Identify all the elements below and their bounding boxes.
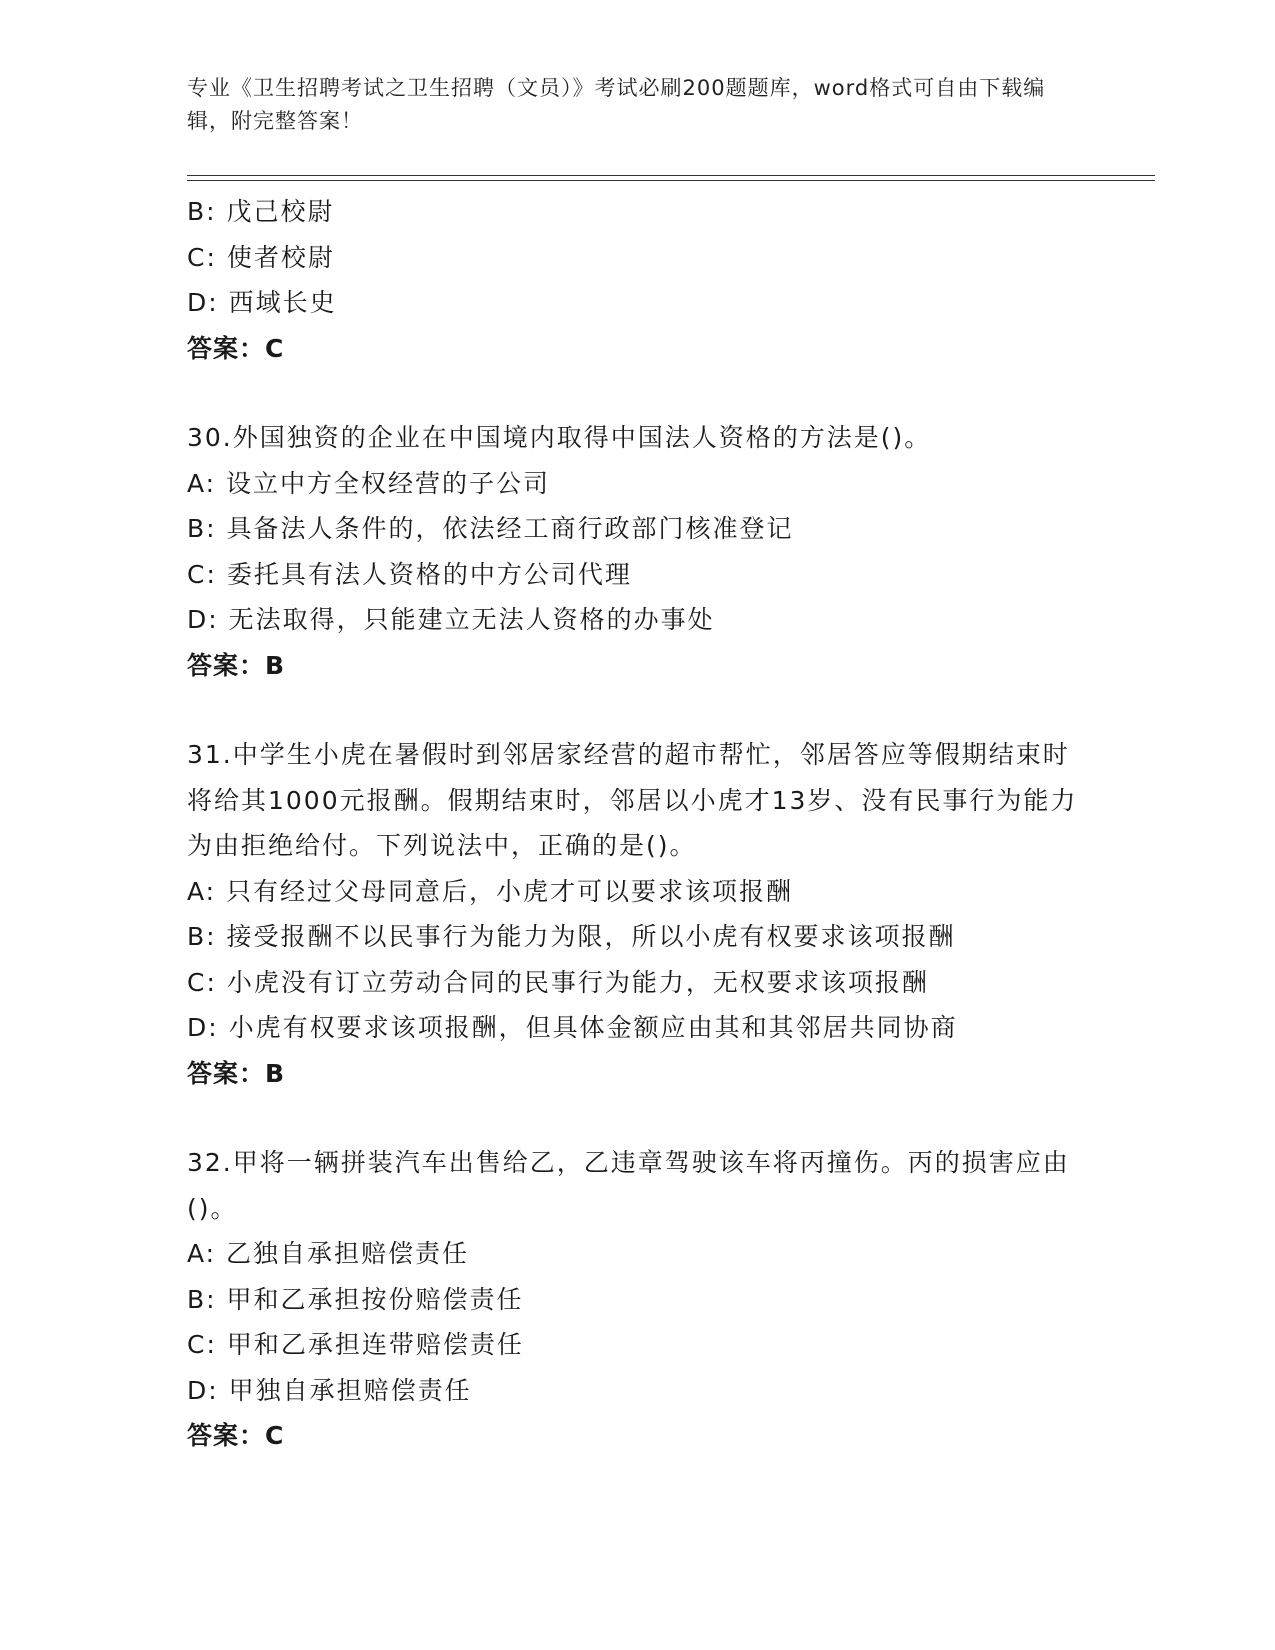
option-line: C: 委托具有法人资格的中方公司代理 xyxy=(187,559,632,589)
question-stem: 30.外国独资的企业在中国境内取得中国法人资格的方法是()。 xyxy=(187,423,932,452)
option-line: A: 只有经过父母同意后，小虎才可以要求该项报酬 xyxy=(187,876,794,906)
option-line: D: 无法取得，只能建立无法人资格的办事处 xyxy=(187,605,715,634)
answer-line: 答案：B xyxy=(187,650,286,680)
option-line: D: 甲独自承担赔偿责任 xyxy=(187,1375,472,1405)
question-stem: 31.中学生小虎在暑假时到邻居家经营的超市帮忙，邻居答应等假期结束时将给其1000元报酬。假期结束时，邻居以小虎才13岁、没有民事行为能力为由拒绝给付。下列说法中，正确的是()。 xyxy=(187,740,1078,860)
option-line: B: 戊己校尉 xyxy=(187,197,335,226)
option-line: C: 甲和乙承担连带赔偿责任 xyxy=(187,1330,524,1359)
option-line: B: 甲和乙承担按份赔偿责任 xyxy=(187,1284,524,1314)
option-line: A: 乙独自承担赔偿责任 xyxy=(187,1239,470,1268)
question-block xyxy=(187,1140,1087,1459)
document-header: 专业《卫生招聘考试之卫生招聘（文员）》考试必刷200题题库，word格式可自由下载编辑，附完整答案！ xyxy=(187,76,1046,133)
option-line: A: 设立中方全权经营的子公司 xyxy=(187,468,551,498)
option-line: B: 具备法人条件的，依法经工商行政部门核准登记 xyxy=(187,514,794,543)
question-stem: 32.甲将一辆拼装汽车出售给乙，乙违章驾驶该车将丙撞伤。丙的损害应由()。 xyxy=(187,1148,1070,1223)
option-line: C: 使者校尉 xyxy=(187,242,335,272)
question-list xyxy=(187,189,1087,1459)
header-divider-top xyxy=(187,175,1155,176)
answer-line: 答案：B xyxy=(187,1058,286,1088)
option-line: D: 小虎有权要求该项报酬，但具体金额应由其和其邻居共同协商 xyxy=(187,1013,958,1042)
answer-line: 答案：C xyxy=(187,333,285,363)
header-divider-bottom xyxy=(187,180,1155,181)
option-line: C: 小虎没有订立劳动合同的民事行为能力，无权要求该项报酬 xyxy=(187,967,929,997)
question-block-partial xyxy=(187,189,1087,371)
option-line: B: 接受报酬不以民事行为能力为限，所以小虎有权要求该项报酬 xyxy=(187,922,956,951)
question-block xyxy=(187,732,1087,1096)
answer-line: 答案：C xyxy=(187,1421,285,1450)
question-block xyxy=(187,415,1087,688)
option-line: D: 西域长史 xyxy=(187,288,337,317)
